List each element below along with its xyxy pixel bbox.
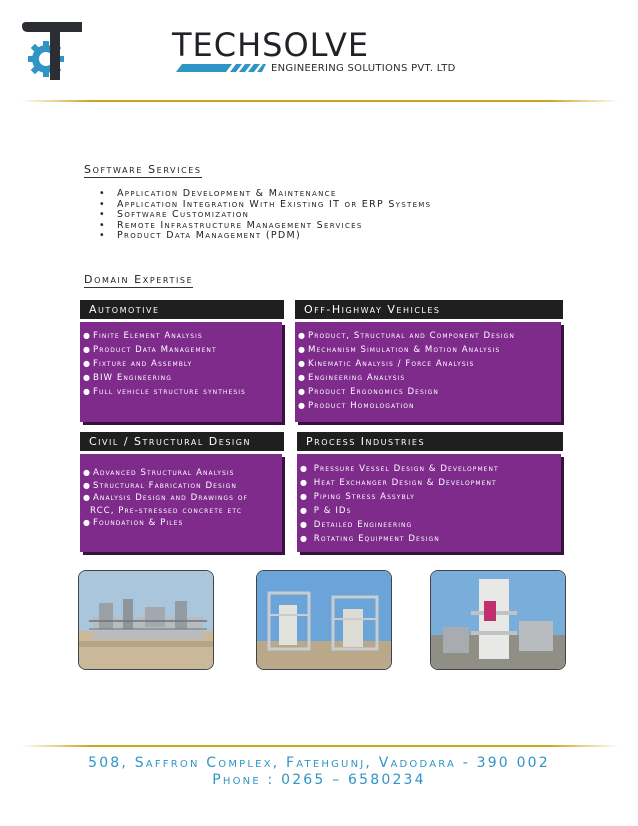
domain-expertise-heading: Domain Expertise [84, 273, 194, 286]
footer-divider [20, 745, 620, 747]
list-item: ● Rotating Equipment Design [300, 534, 440, 544]
header-divider [20, 100, 620, 102]
list-item: ● Kinematic Analysis / Force Analysis [298, 359, 475, 369]
civil-structural-title: Civil / Structural Design [80, 432, 284, 451]
process-industries-list [297, 454, 561, 552]
software-services-list [99, 189, 431, 242]
list-item: ● Analysis Design and Drawings of [83, 493, 249, 503]
list-item: ● Product Homologation [298, 401, 415, 411]
automotive-title: Automotive [80, 300, 284, 319]
list-item: ● Piping Stress Assybly [300, 492, 415, 502]
list-item: • Application Development & Maintenance [99, 188, 337, 199]
list-item: ● Product, Structural and Component Design [298, 331, 515, 341]
list-item: ● Foundation & Piles [83, 518, 184, 528]
list-item: RCC, Pre-stressed concrete etc [90, 505, 242, 516]
process-industries-title: Process Industries [297, 432, 563, 451]
company-logo [20, 22, 84, 82]
footer-phone: Phone : 0265 – 6580234 [212, 772, 426, 788]
list-item: ● Product Data Management [83, 345, 217, 355]
list-item: ● Detailed Engineering [300, 520, 413, 530]
plant-photo-3 [430, 570, 566, 670]
off-highway-list [295, 322, 561, 422]
automotive-list [80, 322, 282, 422]
list-item: ● Structural Fabrication Design [83, 480, 237, 491]
civil-structural-list [80, 454, 282, 552]
plant-photo-1 [78, 570, 214, 670]
list-item: ● Heat Exchanger Design & Development [300, 478, 497, 488]
list-item: • Product Data Management (PDM) [99, 230, 301, 241]
list-item: ● Pressure Vessel Design & Development [300, 464, 499, 474]
software-services-heading: Software Services [84, 163, 202, 176]
list-item: • Software Customization [99, 209, 250, 220]
brand-subtitle: ENGINEERING SOLUTIONS PVT. LTD [271, 63, 456, 74]
footer-address: 508, Saffron Complex, Fatehgunj, Vadodara - 390 002 [88, 755, 550, 771]
brand-name: TECHSOLVE [172, 26, 370, 64]
list-item: ● Mechanism Simulation & Motion Analysis [298, 345, 501, 355]
list-item: ● Product Ergonomics Design [298, 387, 439, 397]
list-item: ● Fixture and Assembly [83, 359, 193, 369]
gear-t-logo-icon [20, 22, 84, 82]
list-item: • Remote Infrastructure Management Services [99, 219, 363, 231]
list-item: ● P & IDs [300, 506, 352, 516]
list-item: ● Advanced Structural Analysis [83, 468, 235, 478]
plant-photo-2 [256, 570, 392, 670]
brand-stripes-icon [174, 64, 266, 72]
list-item: ● Full vehicle structure synthesis [83, 387, 246, 397]
off-highway-title: Off-Highway Vehicles [295, 300, 563, 319]
list-item: ● Finite Element Analysis [83, 331, 203, 341]
list-item: ● BIW Engineering [83, 373, 172, 383]
brand-block [172, 26, 482, 80]
list-item: • Application Integration With Existing IT or ERP Systems [99, 198, 432, 210]
list-item: ● Engineering Analysis [298, 373, 406, 383]
